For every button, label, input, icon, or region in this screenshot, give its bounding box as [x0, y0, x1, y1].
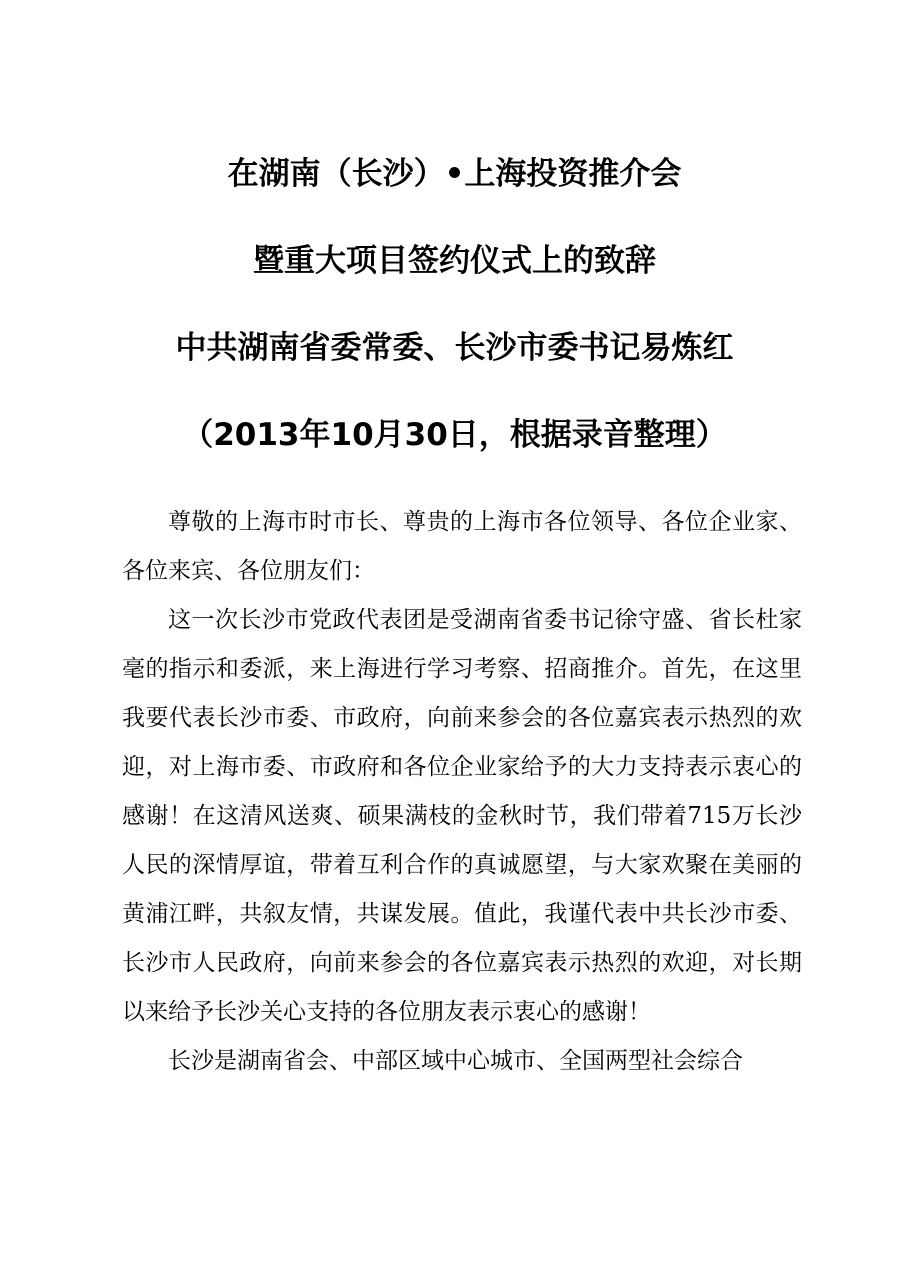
title-line-event: 在湖南（长沙）•上海投资推介会	[227, 156, 682, 192]
paragraph-salutation: 尊敬的上海市时市长、尊贵的上海市各位领导、各位企业家、各位来宾、各位朋友们：	[122, 509, 802, 584]
speech-body	[122, 498, 802, 1086]
paragraph-changsha-intro: 长沙是湖南省会、中部区域中心城市、全国两型社会综合	[168, 1048, 743, 1074]
paragraph-welcome: 这一次长沙市党政代表团是受湖南省委书记徐守盛、省长杜家毫的指示和委派，来上海进行学习考察、招商推介。首先，在这里我要代表长沙市委、市政府，向前来参会的各位嘉宾表示热烈的欢迎，对上海市委、市政府和各位企业家给予的大力支持表示衷心的感谢！在这清风送爽、硕果满枝的金秋时节，我们带着715万长沙人民的深情厚谊，带着互利合作的真诚愿望，与大家欢聚在美丽的黄浦江畔，共叙友情，共谋发展。值此，我谨代表中共长沙市委、长沙市人民政府，向前来参会的各位嘉宾表示热烈的欢迎，对长期以来给予长沙关心支持的各位朋友表示衷心的感谢！	[122, 607, 802, 1025]
document-title-block	[0, 158, 909, 451]
title-line-date-note: （2013年10月30日，根据录音整理）	[182, 417, 727, 453]
title-line-speaker: 中共湖南省委常委、长沙市委书记易炼红	[175, 330, 734, 366]
title-line-ceremony: 暨重大项目签约仪式上的致辞	[253, 243, 656, 279]
